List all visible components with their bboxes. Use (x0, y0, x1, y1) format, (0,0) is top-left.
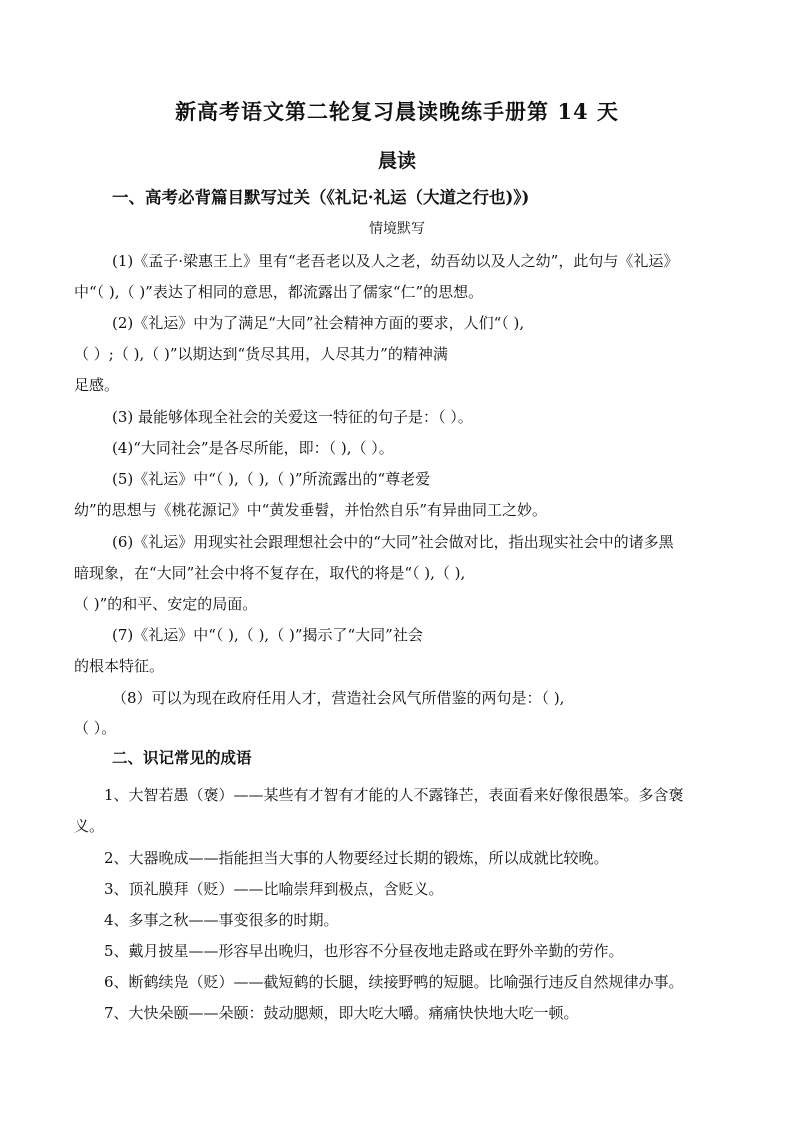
q3-line1: (3) 最能够体现全社会的关爱这一特征的句子是：（ ）。 (112, 408, 473, 426)
idiom-item-7: 7、大快朵颐——朵颐：鼓动腮颊，即大吃大嚼。痛痛快快地大吃一顿。 (104, 1004, 579, 1022)
q5-line2: 幼”的思想与《桃花源记》中“黄发垂髫，并怡然自乐”有异曲同工之妙。 (74, 501, 548, 519)
idiom-item-2: 2、大器晚成——指能担当大事的人物要经过长期的锻炼，所以成就比较晚。 (104, 849, 609, 867)
q1-line2: 中“（ ),（ )”表达了相同的意思，都流露出了儒家“仁”的思想。 (74, 283, 484, 301)
document-title: 新高考语文第二轮复习晨读晚练手册第 14 天 (175, 99, 619, 124)
q4-line1: (4)“大同社会”是各尽所能，即：（ ),（ ）。 (112, 439, 394, 457)
document-subtitle: 晨读 (377, 150, 416, 172)
q2-line2: （ ）;（ ),（ )”以期达到“货尽其用，人尽其力”的精神满 (74, 345, 448, 363)
section2-heading: 二、识记常见的成语 (112, 748, 252, 767)
q6-line3: （ )”的和平、安定的局面。 (74, 595, 258, 613)
section1-label: 情境默写 (369, 221, 425, 237)
q6-line2: 暗现象，在“大同”社会中将不复存在，取代的将是“（ ),（ ), (74, 564, 466, 582)
idiom-item-5: 5、戴月披星——形容早出晚归，也形容不分昼夜地走路或在野外辛勤的劳作。 (104, 942, 624, 960)
q1-line1: (1)《孟子·梁惠王上》里有“老吾老以及人之老，幼吾幼以及人之幼”，此句与《礼运》 (112, 252, 679, 270)
q6-line1: (6)《礼运》用现实社会跟理想社会中的“大同”社会做对比，指出现实社会中的诸多黑 (112, 533, 674, 551)
idiom-item-4: 4、多事之秋——事变很多的时期。 (104, 911, 339, 929)
q8-line1: （8）可以为现在政府任用人才，营造社会风气所借鉴的两句是：（ ), (112, 689, 565, 707)
idiom-item-1-line2: 义。 (74, 817, 105, 835)
section1-heading: 一、高考必背篇目默写过关（《礼记·礼运（大道之行也)》) (112, 188, 530, 207)
idiom-item-3: 3、顶礼膜拜（贬）——比喻崇拜到极点，含贬义。 (104, 880, 444, 898)
q7-line1: (7)《礼运》中“（ ),（ ),（ )”揭示了“大同”社会 (112, 626, 423, 644)
q8-line2: （ ）。 (74, 719, 117, 737)
idiom-item-6: 6、断鹤续凫（贬）——截短鹤的长腿，续接野鸭的短腿。比喻强行违反自然规律办事。 (104, 973, 684, 991)
q2-line1: (2)《礼运》中为了满足“大同”社会精神方面的要求，人们“（ ), (112, 314, 525, 332)
idiom-item-1-line1: 1、大智若愚（褒）——某些有才智有才能的人不露锋芒，表面看来好像很愚笨。多含褒 (104, 786, 684, 804)
q5-line1: (5)《礼运》中“（ ),（ ),（ )”所流露出的“尊老爱 (112, 470, 431, 488)
q7-line2: 的根本特征。 (74, 657, 165, 675)
q2-line3: 足感。 (74, 376, 120, 394)
